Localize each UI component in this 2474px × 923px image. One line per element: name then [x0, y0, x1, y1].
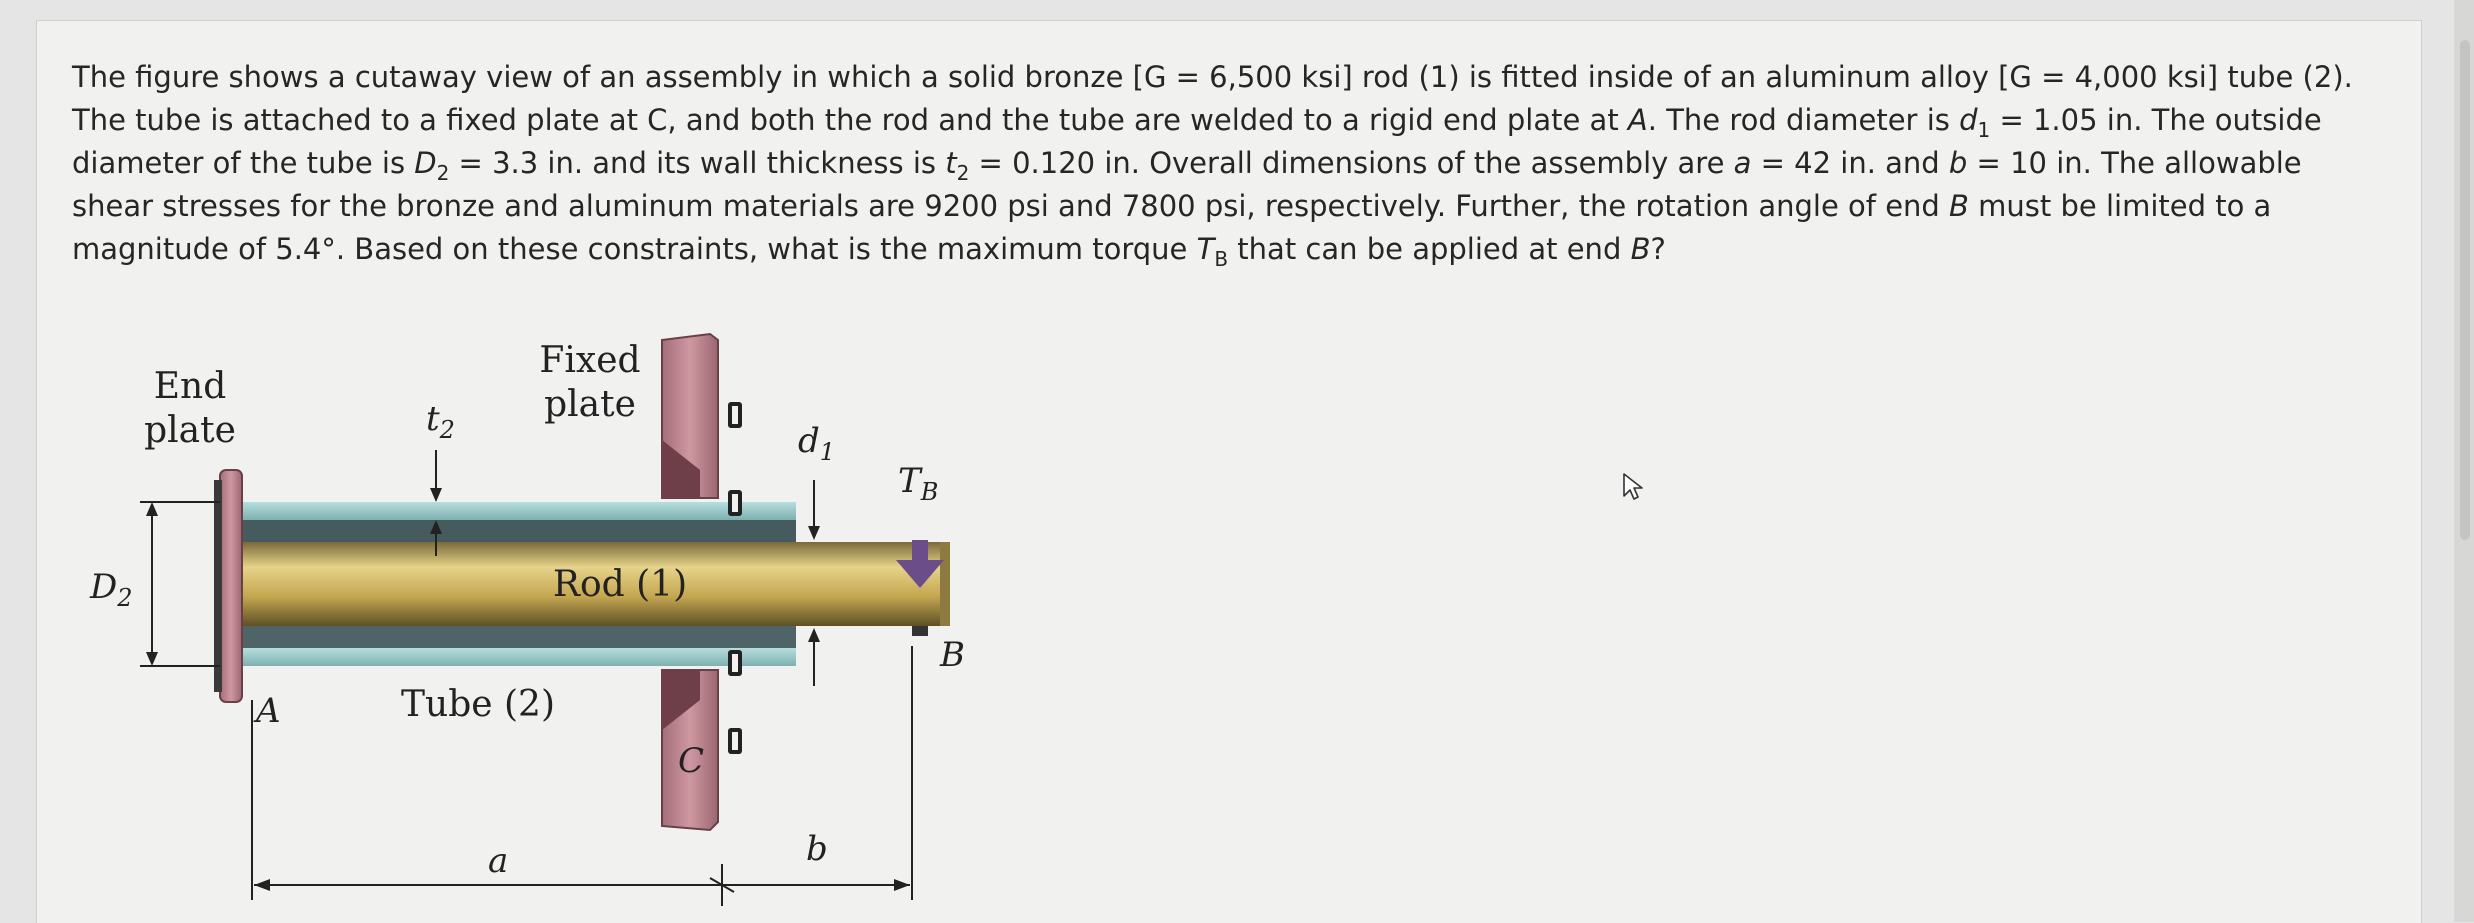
d1-label: $d_1$: [798, 421, 836, 466]
tb-label: $T_B$: [898, 461, 939, 506]
mouse-cursor-icon: [1622, 472, 1646, 502]
tube-bore-top: [236, 520, 796, 542]
end-plate-label-1: End: [153, 366, 227, 407]
tube-bottom-wall: [236, 626, 796, 648]
d2-label: $D_2$: [90, 567, 133, 612]
assembly-figure: [60, 320, 1020, 910]
point-b-label: B: [940, 635, 965, 675]
dimension-d2: [140, 502, 220, 666]
t2-label: $t_2$: [426, 399, 455, 444]
point-c-label: C: [678, 741, 705, 781]
rod-label: Rod (1): [552, 564, 688, 605]
fixed-plate-label-2: plate: [544, 384, 636, 425]
end-plate: [220, 470, 242, 702]
tube-bottom-outer: [236, 648, 796, 666]
fixed-plate-label-1: Fixed: [539, 340, 641, 381]
end-plate-label-2: plate: [144, 410, 236, 451]
scrollbar-thumb[interactable]: [2460, 40, 2470, 540]
tube-top-wall: [236, 502, 796, 520]
point-a-label: A: [256, 691, 281, 731]
rod-end-face: [940, 542, 950, 626]
end-plate-edge: [214, 480, 222, 692]
tube-label: Tube (2): [401, 684, 555, 725]
dim-a-label: a: [488, 841, 509, 881]
dim-b-label: b: [806, 829, 828, 869]
problem-statement: The figure shows a cutaway view of an assembly in which a solid bronze [G = 6,500 ksi] rod (1) is fitted inside of an aluminum alloy [G = 4,000 ksi] tube (2). The tube is attached to a fixed plate at C, and both the rod and the tube are welded to a rigid end plate at A. The rod diameter is $d_1 = 1.05$ in. The outside diameter of the tube is $D_2 = 3.3$ in. and its wall thickness is $t_2 = 0.120$ in. Overall dimensions of the assembly are a = 42 in. and b = 10 in. The allowable shear stresses for the bronze and aluminum materials are 9200 psi and 7800 psi, respectively. Further, the rotation angle of end B must be limited to a magnitude of 5.4°. Based on these constraints, what is the maximum torque $T_B$ that can be applied at end B?: [72, 60, 2353, 271]
